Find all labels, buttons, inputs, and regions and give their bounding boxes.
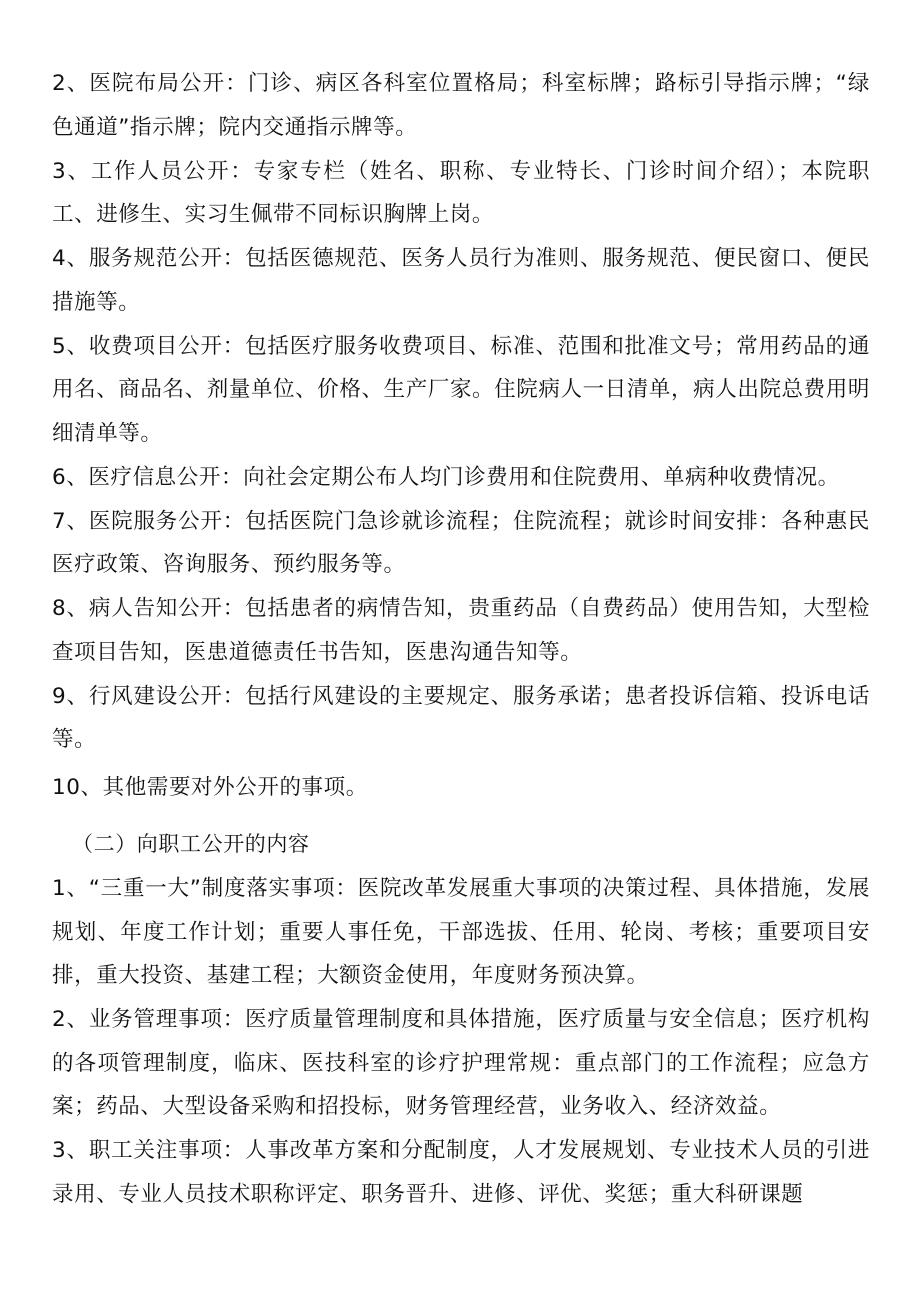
paragraph-fee-items: 5、收费项目公开：包括医疗服务收费项目、标准、范围和批准文号；常用药品的通用名、商品名、剂量单位、价格、生产厂家。住院病人一日清单，病人出院总费用明细清单等。	[52, 333, 870, 446]
paragraph-patient-notice: 8、病人告知公开：包括患者的病情告知，贵重药品（自费药品）使用告知，大型检查项目告知，医患道德责任书告知，医患沟通告知等。	[52, 596, 870, 665]
paragraph-hospital-layout: 2、医院布局公开：门诊、病区各科室位置格局；科室标牌；路标引导指示牌；“绿色通道”指示牌；院内交通指示牌等。	[52, 71, 870, 140]
paragraph-conduct: 9、行风建设公开：包括行风建设的主要规定、服务承诺；患者投诉信箱、投诉电话等。	[52, 683, 870, 752]
paragraph-three-major: 1、“三重一大”制度落实事项：医院改革发展重大事项的决策过程、具体措施，发展规划、年度工作计划；重要人事任免，干部选拔、任用、轮岗、考核；重要项目安排，重大投资、基建工程；大额资金使用，年度财务预决算。	[52, 876, 870, 988]
paragraph-staff: 3、工作人员公开：专家专栏（姓名、职称、专业特长、门诊时间介绍）；本院职工、进修生、实习生佩带不同标识胸牌上岗。	[52, 158, 870, 227]
paragraph-other: 10、其他需要对外公开的事项。	[52, 774, 368, 800]
section-heading: （二）向职工公开的内容	[72, 832, 310, 856]
paragraph-hospital-service: 7、医院服务公开：包括医院门急诊就诊流程；住院流程；就诊时间安排：各种惠民医疗政策、咨询服务、预约服务等。	[52, 508, 870, 577]
document-page	[52, 62, 870, 1217]
paragraph-staff-concerns: 3、职工关注事项：人事改革方案和分配制度，人才发展规划、专业技术人员的引进录用、专业人员技术职称评定、职务晋升、进修、评优、奖惩；重大科研课题	[52, 1138, 870, 1207]
paragraph-business-management: 2、业务管理事项：医疗质量管理制度和具体措施，医疗质量与安全信息；医疗机构的各项管理制度，临床、医技科室的诊疗护理常规：重点部门的工作流程；应急方案；药品、大型设备采购和招投标，财务管理经营，业务收入、经济效益。	[52, 1007, 870, 1119]
paragraph-medical-info: 6、医疗信息公开：向社会定期公布人均门诊费用和住院费用、单病种收费情况。	[52, 464, 840, 490]
paragraph-service-standards: 4、服务规范公开：包括医德规范、医务人员行为准则、服务规范、便民窗口、便民措施等。	[52, 246, 870, 315]
